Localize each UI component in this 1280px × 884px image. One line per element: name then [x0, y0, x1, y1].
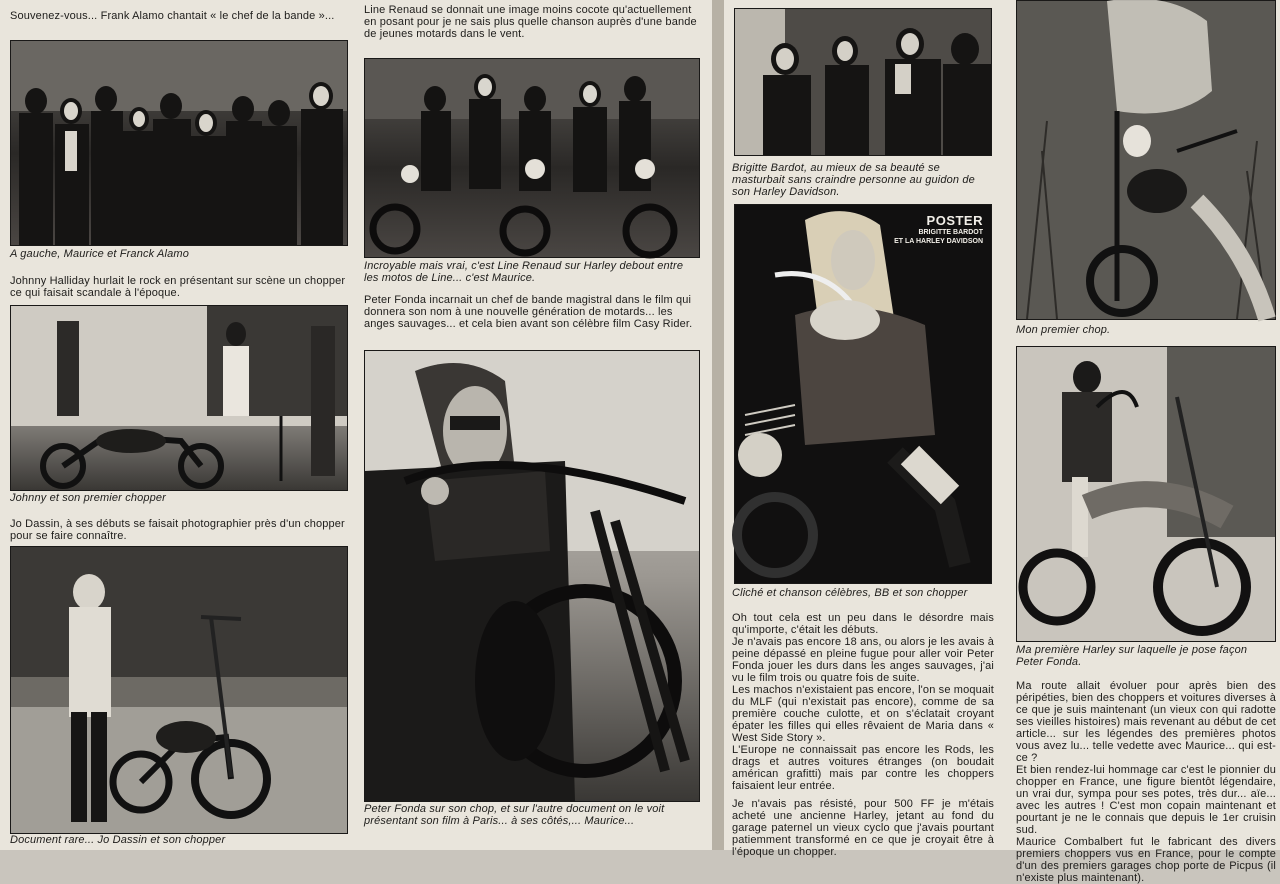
caption-first-chop: Mon premier chop. — [1016, 324, 1111, 336]
caption-dassin: Document rare... Jo Dassin et son chopper — [10, 834, 226, 846]
dassin-text: Jo Dassin, à ses débuts se faisait photographier près d'un chopper pour se faire connaître. — [10, 518, 345, 542]
line-renaud-text: Line Renaud se donnait une image moins cocote qu'actuellement en posant pour je ne sais plus quelle chanson auprès d'une bande de jeunes motards dans le vent. — [364, 4, 697, 40]
column-4 — [1016, 0, 1278, 884]
caption-bb-chopper: Cliché et chanson célèbres, BB et son chopper — [732, 587, 968, 599]
photo-bardot-poster — [734, 204, 992, 584]
poster-title: POSTER — [926, 213, 983, 228]
caption-johnny: Johnny et son premier chopper — [10, 492, 166, 504]
caption-first-harley: Ma première Harley sur laquelle je pose façon Peter Fonda. — [1016, 644, 1248, 668]
column-1 — [10, 0, 350, 850]
photo-johnny-chopper — [10, 305, 348, 491]
photo-first-chop — [1016, 0, 1276, 320]
page-gutter — [712, 0, 724, 850]
caption-alamo: A gauche, Maurice et Franck Alamo — [10, 248, 189, 260]
caption-peter-fonda: Peter Fonda sur son chop, et sur l'autre document on le voit présentant son film à Paris... à ses côtés,... Maurice... — [364, 803, 665, 827]
column-3 — [732, 0, 996, 858]
intro-text: Souvenez-vous... Frank Alamo chantait « le chef de la bande »... — [10, 10, 335, 22]
column-2 — [364, 0, 702, 850]
body-text-maurice: Ma route allait évoluer pour après bien des péripéties, bien des choppers et voitures diverses à ce que je suis maintenant (un vieux con qui radotte ses vieilles histoires) mais revenant au début de cet article... sur les légendes des premières photos vous avez lu... telle vedette avec Maurice... qui est-ce ? Et bien rendez-lui hommage car c'est le pionnier du chopper en France, une figure bientôt légendaire, un vrai dur, sympa pour ses potes, très dur... aïe... avec les autres ! C'est mon copain maintenant et pourtant je ne le connais que depuis le 1er cruisin sud. Maurice Combalbert fut le fabricant des divers premiers choppers vus en France, pour le compte d'un des premiers garages chop porte de Picpus (il n'existe plus maintenant). — [1016, 680, 1276, 884]
poster-subtitle-line-1: BRIGITTE BARDOT — [918, 229, 983, 236]
right-page — [724, 0, 1280, 884]
photo-peter-fonda — [364, 350, 700, 802]
body-text-harley: Je n'avais pas résisté, pour 500 FF je m'étais acheté une ancienne Harley, jetant au fond du garage paternel un vieux cyclo que j'avais pourtant patiemment transformé en ce que je croyait être à l'époque un chopper. — [732, 798, 994, 858]
peter-fonda-text: Peter Fonda incarnait un chef de bande magistral dans le film qui donnera son nom à une nouvelle génération de motards... les anges sauvages... et cela bien avant son célèbre film Casy Rider. — [364, 294, 693, 330]
caption-bardot: Brigitte Bardot, au mieux de sa beauté se masturbait sans craindre personne au guidon de son Harley Davidson. — [732, 162, 975, 198]
photo-group-leather — [734, 8, 992, 156]
johnny-text: Johnny Halliday hurlait le rock en présentant sur scène un chopper ce qui faisait scandale à l'époque. — [10, 275, 346, 299]
poster-subtitle-line-2: ET LA HARLEY DAVIDSON — [894, 238, 983, 245]
caption-line-renaud: Incroyable mais vrai, c'est Line Renaud sur Harley debout entre les motos de Line... c'est Maurice. — [364, 260, 684, 284]
poster-label — [894, 213, 983, 246]
photo-line-renaud — [364, 58, 700, 258]
photo-group-alamo — [10, 40, 348, 246]
body-text-debuts: Oh tout cela est un peu dans le désordre mais qu'importe, c'était les débuts. Je n'avais pas encore 18 ans, ou alors je les avais à peine dépassé en pleine fugue pour aller voir Peter Fonda jouer les durs dans les anges sauvages, j'ai vu le film trois ou quatre fois de suite. Les machos n'existaient pas encore, l'on se moquait du MLF (qui n'existait pas encore), comme de sa première couche culotte, et on s'éclatait croyant épater les filles qui elles rêvaient de Maria dans « West Side Story ». L'Europe ne connaissait pas encore les Rods, les drags et autres voitures étranges (on boudait américan grafitti) mais par contre les choppers faisaient leur entrée. — [732, 612, 994, 792]
photo-first-harley — [1016, 346, 1276, 642]
photo-dassin-chopper — [10, 546, 348, 834]
